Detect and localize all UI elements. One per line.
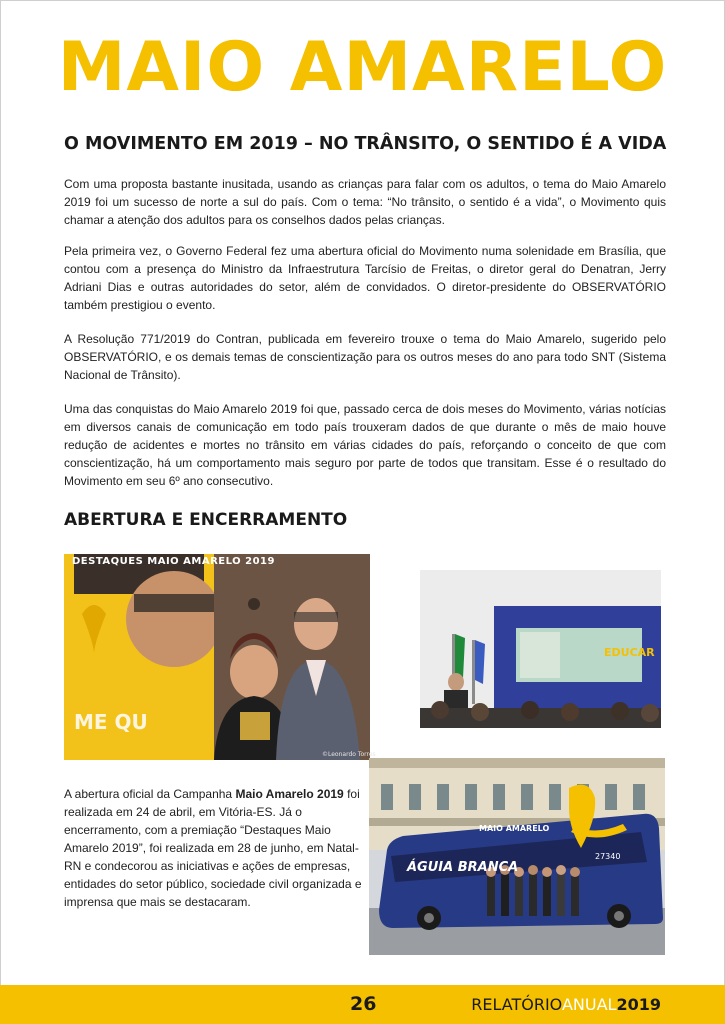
section-heading-opening-closing: ABERTURA E ENCERRAMENTO [64,510,348,530]
photo-presentation-auditorium [420,570,661,728]
bus-number-text: 27340 [595,852,621,861]
paragraph-3: A Resolução 771/2019 do Contran, publicada em fevereiro trouxe o tema do Maio Amarelo, sugerido pelo OBSERVATÓRIO, e os demais temas de conscientização para os outros meses do ano para todo SNT (Sistema Nacional de Trânsito). [64,332,666,382]
svg-text:ME QU: ME QU [74,710,148,734]
section-heading-movement: O MOVIMENTO EM 2019 – NO TRÂNSITO, O SENTIDO É A VIDA [64,134,667,154]
page-footer [0,985,725,1024]
report-label [471,995,661,1014]
paragraph-2: Pela primeira vez, o Governo Federal fez uma abertura oficial do Movimento numa solenidade em Brasília, que contou com a presença do Ministro da Infraestrutura Tarcísio de Freitas, o diretor geral do Denatran, Jerry Adriani Dias e outras autoridades do setor, além de convidados. O diretor-presidente do OBSERVATÓRIO também prestigiou o evento. [64,244,666,312]
paragraph-4: Uma das conquistas do Maio Amarelo 2019 foi que, passado cerca de dois meses do Movimento, várias notícias em diversos canais de comunicação em todo país trouxeram dados de que durante o mês de maio houve redução de acidentes e mortes no trânsito em várias cidades do país, reforçando o conceito de que com conscientização, há um comportamento mais seguro por parte de todos que transitam. Esse é o resultado do Movimento em seu 6º ano consecutivo. [64,402,666,488]
bus-decal-text: MAIO AMARELO [479,824,550,833]
presentation-screen-text: EDUCAR [604,646,655,659]
caption-bold: Maio Amarelo 2019 [235,787,344,801]
photo-bus-group [369,758,665,955]
svg-text:©Leonardo Torres: ©Leonardo Torres [322,751,376,758]
annual-word: ANUAL [561,995,617,1014]
caption-text-2: foi realizada em 24 de abril, em Vitória-ES. Já o encerramento, com a premiação “Destaques Maio Amarelo 2019”, foi realizada em 28 de junho, em Natal-RN e condecorou as iniciativas e ações de empresas, entidades do setor público, sociedade civil organizada e imprensa que mais se destacaram. [64,787,362,909]
page-title: MAIO AMARELO [57,28,668,107]
report-word: RELATÓRIO [471,995,562,1014]
report-year: 2019 [616,995,661,1014]
caption-text-1: A abertura oficial da Campanha [64,787,236,801]
photo-award-ceremony [64,554,376,760]
photo-caption [64,785,364,911]
award-banner-text: DESTAQUES MAIO AMARELO 2019 [72,556,275,567]
page-number: 26 [350,993,377,1015]
bus-brand-text: ÁGUIA BRANCA [407,860,519,875]
paragraph-1: Com uma proposta bastante inusitada, usando as crianças para falar com os adultos, o tema do Maio Amarelo 2019 foi um sucesso de norte a sul do país. Com o tema: “No trânsito, o sentido é a vida”, o Movimento quis chamar a atenção dos adultos para os conselhos dados pelas crianças. [64,177,666,227]
